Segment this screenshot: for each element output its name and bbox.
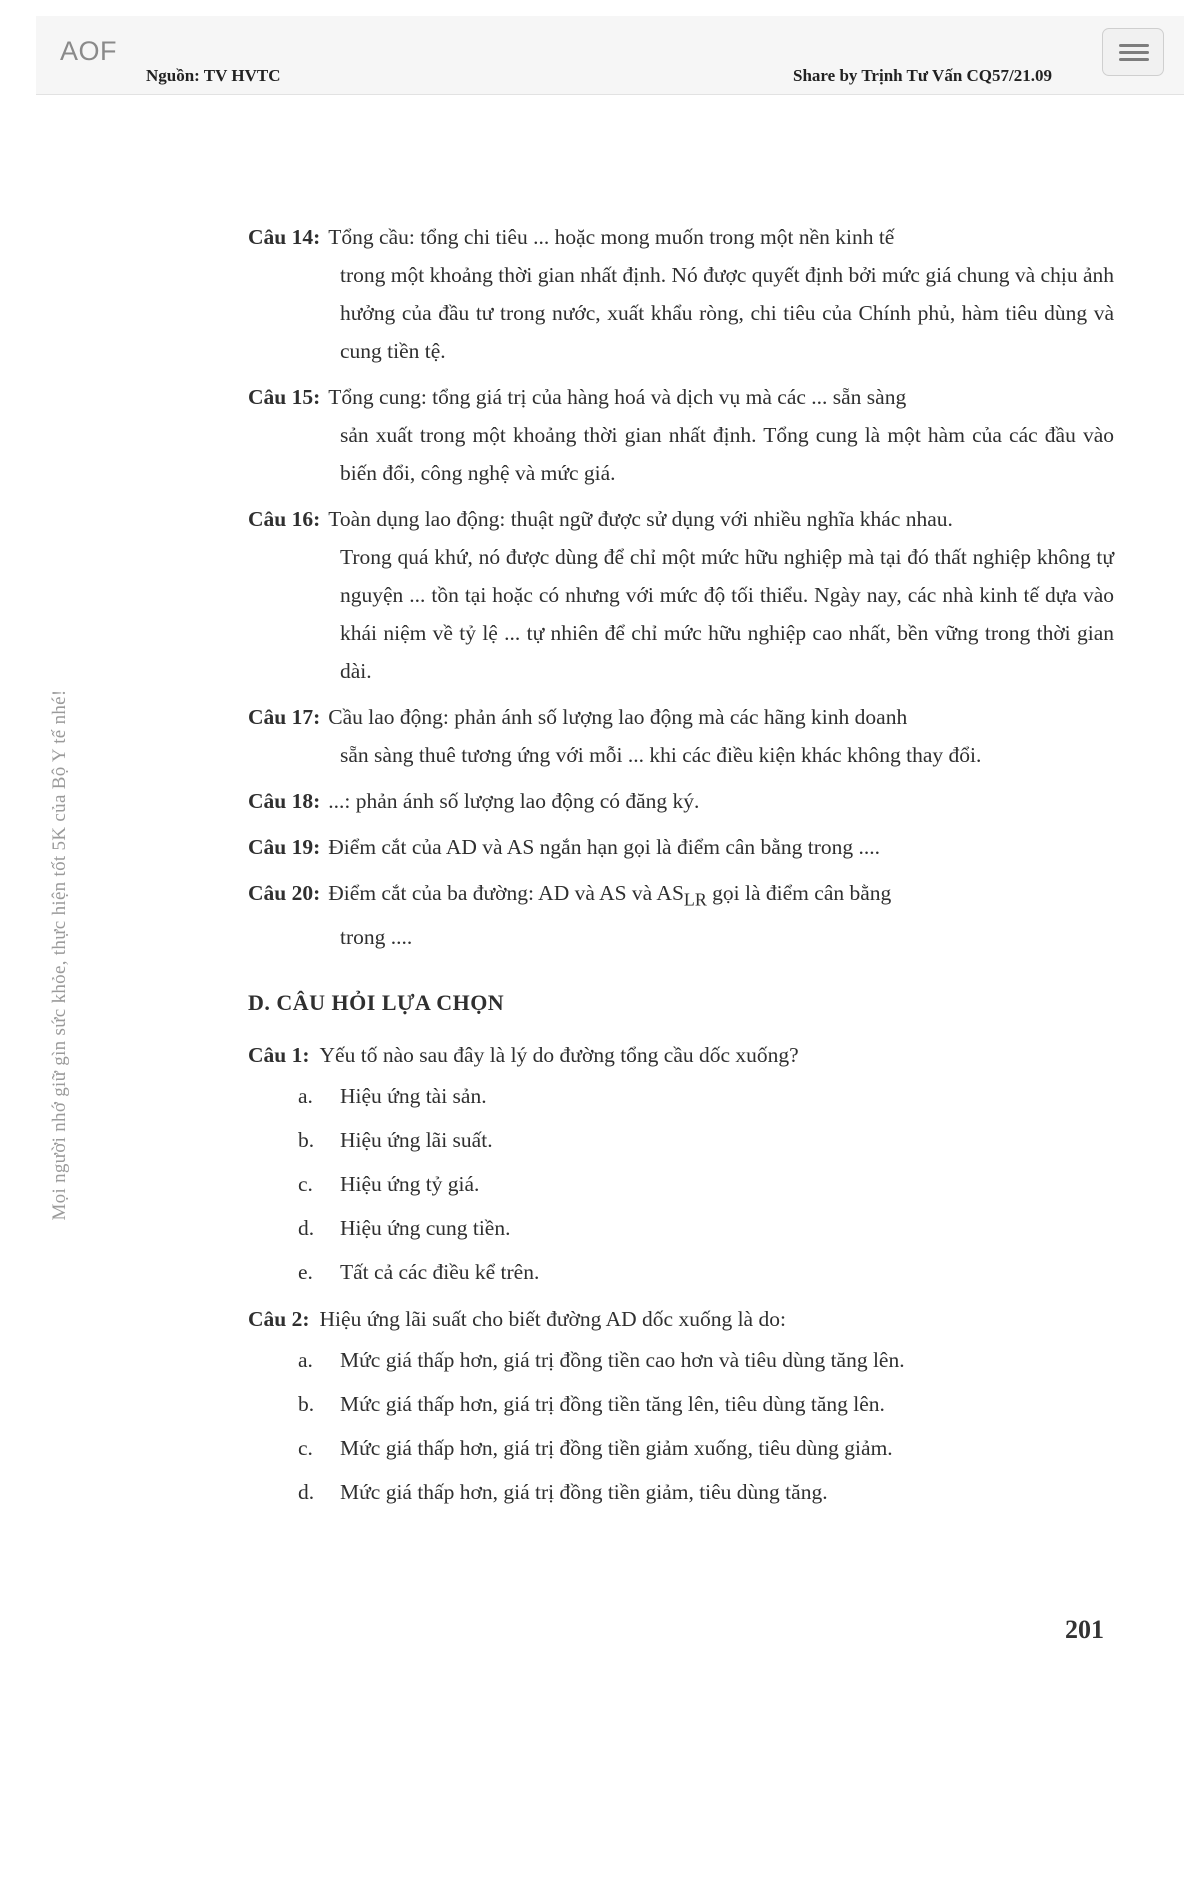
question-item — [248, 828, 1114, 866]
question-number: Câu 18: — [248, 789, 321, 813]
question-continuation: sẵn sàng thuê tương ứng với mỗi ... khi các điều kiện khác không thay đổi. — [340, 743, 982, 767]
question-item — [248, 500, 1114, 690]
section-title: D. CÂU HỎI LỰA CHỌN — [248, 990, 505, 1016]
question-text: Điểm cắt của AD và AS ngắn hạn gọi là điểm cân bằng trong .... — [328, 835, 880, 859]
question-number: Câu 14: — [248, 225, 321, 249]
question-continuation: trong một khoảng thời gian nhất định. Nó được quyết định bởi mức giá chung và chịu ảnh hưởng của đầu tư trong nước, xuất khẩu ròng, chi tiêu của Chính phủ, hàm tiêu dùng và cung tiền tệ. — [340, 263, 1114, 363]
option-letter: a. — [298, 1084, 313, 1109]
question-text: Tổng cầu: tổng chi tiêu ... hoặc mong muốn trong một nền kinh tế — [328, 225, 895, 249]
top-navigation-bar — [36, 16, 1184, 95]
side-watermark: Mọi người nhớ giữ gìn sức khỏe, thực hiện tốt 5K của Bộ Y tế nhé! — [49, 689, 70, 1221]
document-page-content — [248, 218, 1114, 1520]
option-letter: c. — [298, 1172, 313, 1197]
option-text: Hiệu ứng cung tiền. — [340, 1216, 511, 1241]
option-letter: d. — [298, 1480, 315, 1505]
mcq-option — [248, 1162, 1114, 1206]
option-text: Hiệu ứng lãi suất. — [340, 1128, 493, 1153]
option-letter: c. — [298, 1436, 313, 1461]
share-credit: Share by Trịnh Tư Vấn CQ57/21.09 — [793, 66, 1052, 85]
mcq-item — [248, 1036, 1114, 1294]
question-text: Cầu lao động: phản ánh số lượng lao động mà các hãng kinh doanh — [328, 705, 908, 729]
mcq-option — [248, 1250, 1114, 1294]
question-item — [248, 782, 1114, 820]
hamburger-menu-button[interactable] — [1102, 28, 1164, 76]
mcq-option — [248, 1118, 1114, 1162]
option-text: Mức giá thấp hơn, giá trị đồng tiền giảm xuống, tiêu dùng giảm. — [340, 1436, 893, 1461]
option-text: Tất cả các điều kể trên. — [340, 1260, 540, 1285]
option-letter: e. — [298, 1260, 313, 1285]
question-text: Tổng cung: tổng giá trị của hàng hoá và dịch vụ mà các ... sẵn sàng — [328, 385, 907, 409]
option-text: Mức giá thấp hơn, giá trị đồng tiền giảm, tiêu dùng tăng. — [340, 1480, 828, 1505]
hamburger-menu-icon — [1119, 44, 1149, 47]
mcq-option — [248, 1074, 1114, 1118]
fill-in-questions — [248, 218, 1114, 956]
option-text: Mức giá thấp hơn, giá trị đồng tiền tăng lên, tiêu dùng tăng lên. — [340, 1392, 885, 1417]
mcq-item — [248, 1300, 1114, 1514]
mcq-option — [248, 1382, 1114, 1426]
mcq-stem: Hiệu ứng lãi suất cho biết đường AD dốc xuống là do: — [319, 1307, 786, 1332]
option-text: Hiệu ứng tỷ giá. — [340, 1172, 480, 1197]
question-item — [248, 874, 1114, 956]
page-number: 201 — [1065, 1615, 1104, 1644]
question-continuation: sản xuất trong một khoảng thời gian nhất định. Tổng cung là một hàm của các đầu vào biến đổi, công nghệ và mức giá. — [340, 423, 1114, 485]
question-text: Toàn dụng lao động: thuật ngữ được sử dụng với nhiều nghĩa khác nhau. — [328, 507, 953, 531]
question-number: Câu 15: — [248, 385, 321, 409]
option-letter: b. — [298, 1392, 315, 1417]
mcq-stem: Yếu tố nào sau đây là lý do đường tổng cầu dốc xuống? — [319, 1043, 799, 1068]
mcq-number: Câu 2: — [248, 1307, 310, 1332]
option-letter: b. — [298, 1128, 315, 1153]
mcq-option — [248, 1206, 1114, 1250]
option-letter: a. — [298, 1348, 313, 1373]
source-label: Nguồn: TV HVTC — [146, 66, 281, 85]
question-item — [248, 218, 1114, 370]
question-item — [248, 378, 1114, 492]
question-number: Câu 17: — [248, 705, 321, 729]
mcq-option — [248, 1426, 1114, 1470]
mcq-option — [248, 1338, 1114, 1382]
subscript-lr: LR — [683, 889, 707, 910]
multiple-choice-questions — [248, 1036, 1114, 1514]
question-item — [248, 698, 1114, 774]
option-text: Hiệu ứng tài sản. — [340, 1084, 487, 1109]
question-continuation: trong .... — [340, 925, 413, 950]
question-number: Câu 19: — [248, 835, 321, 859]
option-letter: d. — [298, 1216, 315, 1241]
question-text: Điểm cắt của ba đường: AD và AS và $AS_{LR}$ gọi là điểm cân bằng — [328, 881, 892, 910]
question-text: ...: phản ánh số lượng lao động có đăng ký. — [328, 789, 700, 813]
option-text: Mức giá thấp hơn, giá trị đồng tiền cao hơn và tiêu dùng tăng lên. — [340, 1348, 905, 1373]
mcq-number: Câu 1: — [248, 1043, 310, 1068]
aof-logo[interactable]: AOF — [60, 36, 118, 66]
question-continuation: Trong quá khứ, nó được dùng để chỉ một mức hữu nghiệp mà tại đó thất nghiệp không tự nguyện ... tồn tại hoặc có nhưng với mức độ tối thiểu. Ngày nay, các nhà kinh tế dựa vào khái niệm về tỷ lệ ... tự nhiên để chỉ mức hữu nghiệp cao nhất, bền vững trong thời gian dài. — [340, 545, 1114, 683]
question-number: Câu 16: — [248, 507, 321, 531]
mcq-option — [248, 1470, 1114, 1514]
question-number: Câu 20: — [248, 881, 321, 905]
